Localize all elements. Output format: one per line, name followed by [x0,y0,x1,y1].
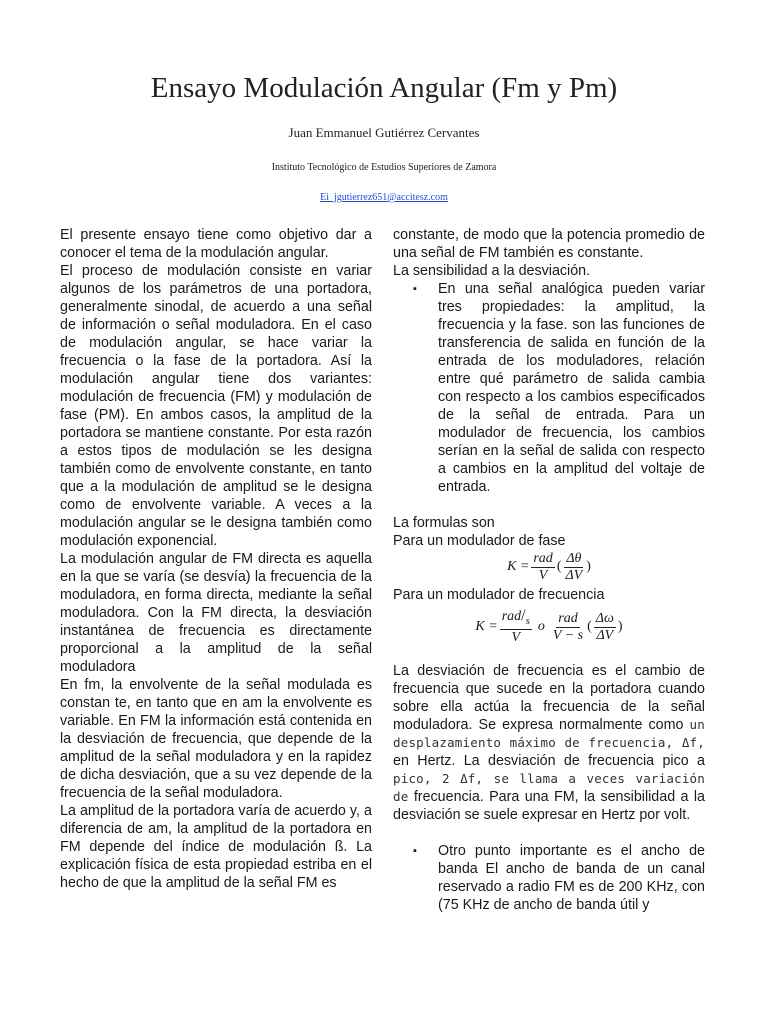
eq1-lhs: K = [507,559,530,574]
bullet-square-icon: ▪ [413,283,417,295]
paragraph-envelope: En fm, la envolvente de la señal modulada es constan te, en tanto que en am la envolvente es variable. En FM la información está contenida en la desviación de frecuencia, que depende de la amplitud de la señal moduladora y en la rapidez de dicha desviación, que a su vez depende de la frecuencia de la señal moduladora. [60,677,372,801]
bullet-list-1 [393,280,705,496]
equation-phase: K = $\frac{\text{rad}}{V}$ ( $\frac{\Delta\theta}{\Delta V}$ ) [507,550,591,583]
right-column [393,226,705,914]
bullet-square-icon: ▪ [413,845,417,857]
bullet-list-2 [393,842,705,914]
formulas-intro: La formulas son [393,515,495,531]
list-item-text: Otro punto importante es el ancho de banda El ancho de banda de un canal reservado a radio FM es de 200 KHz, con (75 KHz de ancho de banda útil y [438,843,705,913]
list-item-text: En una señal analógica pueden variar tres propiedades: la amplitud, la frecuencia y la fase. son las funciones de transferencia de salida en función de la entrada de los moduladores, relación entre qué parámetro de salida cambia con respecto a los cambios especificados de la señal de entrada. Para un modulador de frecuencia, los cambios serían en la señal de salida con respecto a cambios en la amplitud del voltaje de entrada. [438,281,705,495]
paragraph-modulation-process: El proceso de modulación consiste en variar algunos de los parámetros de una portadora, generalmente sinodal, de acuerdo a una señal de información o señal moduladora. En el caso de modulación angular, se hace variar la frecuencia o la fase de la portadora. Así la modulación angular tiene dos variantes: modulación de frecuencia (FM) y modulación de fase (PM). En ambos casos, la amplitud de la portadora se mantiene constante. Por esta razón a estos tipos de modulación se les designa también como de envolvente constante, en tanto que a la modulación de amplitud se le designa como de envolvente variable. A veces a la modulación angular se le designa también como modulación exponencial. [60,263,372,549]
equation-frequency: K = $\frac{rad/_s}{V}$ o $\frac{\text{rad}}{V - s}$ ( $\frac{\Delta\omega}{\Delta V}$ ) [475,607,623,645]
phase-modulator-label: Para un modulador de fase [393,533,566,549]
paragraph-objective: El presente ensayo tiene como objetivo dar a conocer el tema de la modulación angular. [60,227,372,261]
eq1-delta-fraction: $\frac{\Delta\theta}{\Delta V}$ [565,550,583,583]
eq2-lhs: K = [475,619,498,634]
paper-title: Ensayo Modulación Angular (Fm y Pm) [150,72,618,104]
paragraph-frequency-deviation: La desviación de frecuencia es el cambio de frecuencia que sucede en la portadora cuando sobre ella actúa la frecuencia de la señal moduladora. Se expresa normalmente como un desplazamiento máximo de frecuencia, Δf, en Hertz. La desviación de frecuencia pico a pico, 2 Δf, se llama a veces variación de frecuencia. Para una FM, la sensibilidad a la desviación se suele expresar en Hertz por volt. [393,663,705,823]
eq2-fraction-b: $\frac{\text{rad}}{V - s}$ [552,610,584,643]
email-link[interactable]: Ei_jgutierrez651@accitesz.com [320,192,448,203]
institution: Instituto Tecnológico de Estudios Superiores de Zamora [271,162,497,173]
eq2-fraction-a: $\frac{rad/_s}{V}$ [501,607,530,645]
frequency-modulator-label: Para un modulador de frecuencia [393,587,605,603]
paragraph-sensitivity-heading: La sensibilidad a la desviación. [393,263,591,279]
eq1-fraction: $\frac{\text{rad}}{V}$ [533,550,553,583]
author-name: Juan Emmanuel Gutiérrez Cervantes [288,125,480,140]
list-item [393,842,705,914]
eq2-delta-fraction: $\frac{\Delta\omega}{\Delta V}$ [595,610,614,643]
left-column [60,226,372,892]
list-item [393,280,705,496]
paragraph-direct-fm: La modulación angular de FM directa es aquella en la que se varía (se desvía) la frecuencia de la moduladora, en forma directa, mediante la señal moduladora. Con la FM directa, la desviación instantánea de frecuencia es directamente proporcional a la amplitud de la señal moduladora [60,551,372,675]
paragraph-carrier-amplitude: La amplitud de la portadora varía de acuerdo y, a diferencia de am, la amplitud de la portadora en FM depende del índice de modulación ß. La explicación física de esta propiedad estriba en el hecho de que la amplitud de la señal FM es [60,803,372,891]
paragraph-constant-power: constante, de modo que la potencia promedio de una señal de FM también es constante. [393,227,705,261]
